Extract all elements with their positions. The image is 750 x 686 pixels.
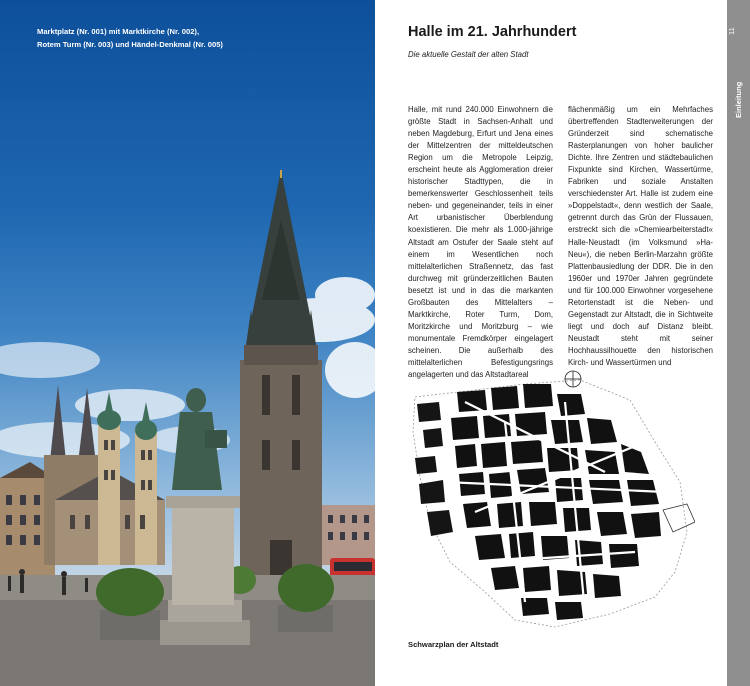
figure-caption: Schwarzplan der Altstadt [408,640,499,649]
page-title: Halle im 21. Jahrhundert [408,24,577,40]
photo-caption [37,26,287,51]
photo-caption-line-1: Marktplatz (Nr. 001) mit Marktkirche (Nr. 002), [37,27,200,36]
page-subtitle: Die aktuelle Gestalt der alten Stadt [408,50,529,59]
old-town-figure-ground-plan [405,362,695,632]
body-column-left: Halle, mit rund 240.000 Einwohnern die größte Stadt in Sachsen-Anhalt und neben Magdeburg, Erfurt und Jena eines der Mittelzentren der mitteldeutschen Region um die Metropole Leipzig, erscheint heute als Agglomeration dreier historischer Stadttypen, die in bemerkenswerter Geschlossenheit teils neben- und gegeneinander, teils in einer Art urbanistischer Überblendung koexistieren. Die mehr als 1.000-jährige Altstadt am Ostufer der Saale steht auf einem im Wesentlichen noch mittelalterlichen Straßennetz, das fast durchweg mit gründerzeitlichen Bauten besetzt ist und in das die markanten Großbauten des Mittelalters – Marktkirche, Roter Turm, Dom, Moritzkirche und Moritzburg – wie monumentale Fremdkörper eingelagert scheinen. Die außerhalb des mittelalterlichen Befestigungsrings angelagerten und das Altstadtareal [408,105,553,380]
chapter-side-tab [727,0,750,686]
body-column-right: flächenmäßig um ein Mehrfaches übertreffenden Stadterweiterungen der Gründerzeit sind schematische Rasterplanungen von hoher baulicher Dichte. Ihre Zentren und städtebaulichen Fixpunkte sind Kirchen, Wassertürme, Fabriken und soziale Anstalten verschiedenster Art. Halle ist zudem eine »Doppelstadt«, denn westlich der Saale, getrennt durch das Grün der Flussauen, erstreckt sich die »Chemiearbeiterstadt« Halle-Neustadt (im Volksmund »Ha-Neu«), die neben Berlin-Marzahn größte Plattenbausiedlung der DDR. Die in den 1960er und 1970er Jahren gegründete und für 100.000 Einwohner vorgesehene Retortenstadt ist die Neben- und Gegenstadt zur Altstadt, die in Sichtweite liegt und doch auf Distanz bleibt. Neustadt steht mit seiner Hochhaussilhouette den historischen Kirch- und Wassertürmen und [568,105,713,367]
page-number: 11 [727,27,736,35]
photo-caption-line-2: Rotem Turm (Nr. 003) und Händel-Denkmal (Nr. 005) [37,39,223,49]
chapter-label: Einleitung [734,81,743,118]
text-page [375,0,727,686]
